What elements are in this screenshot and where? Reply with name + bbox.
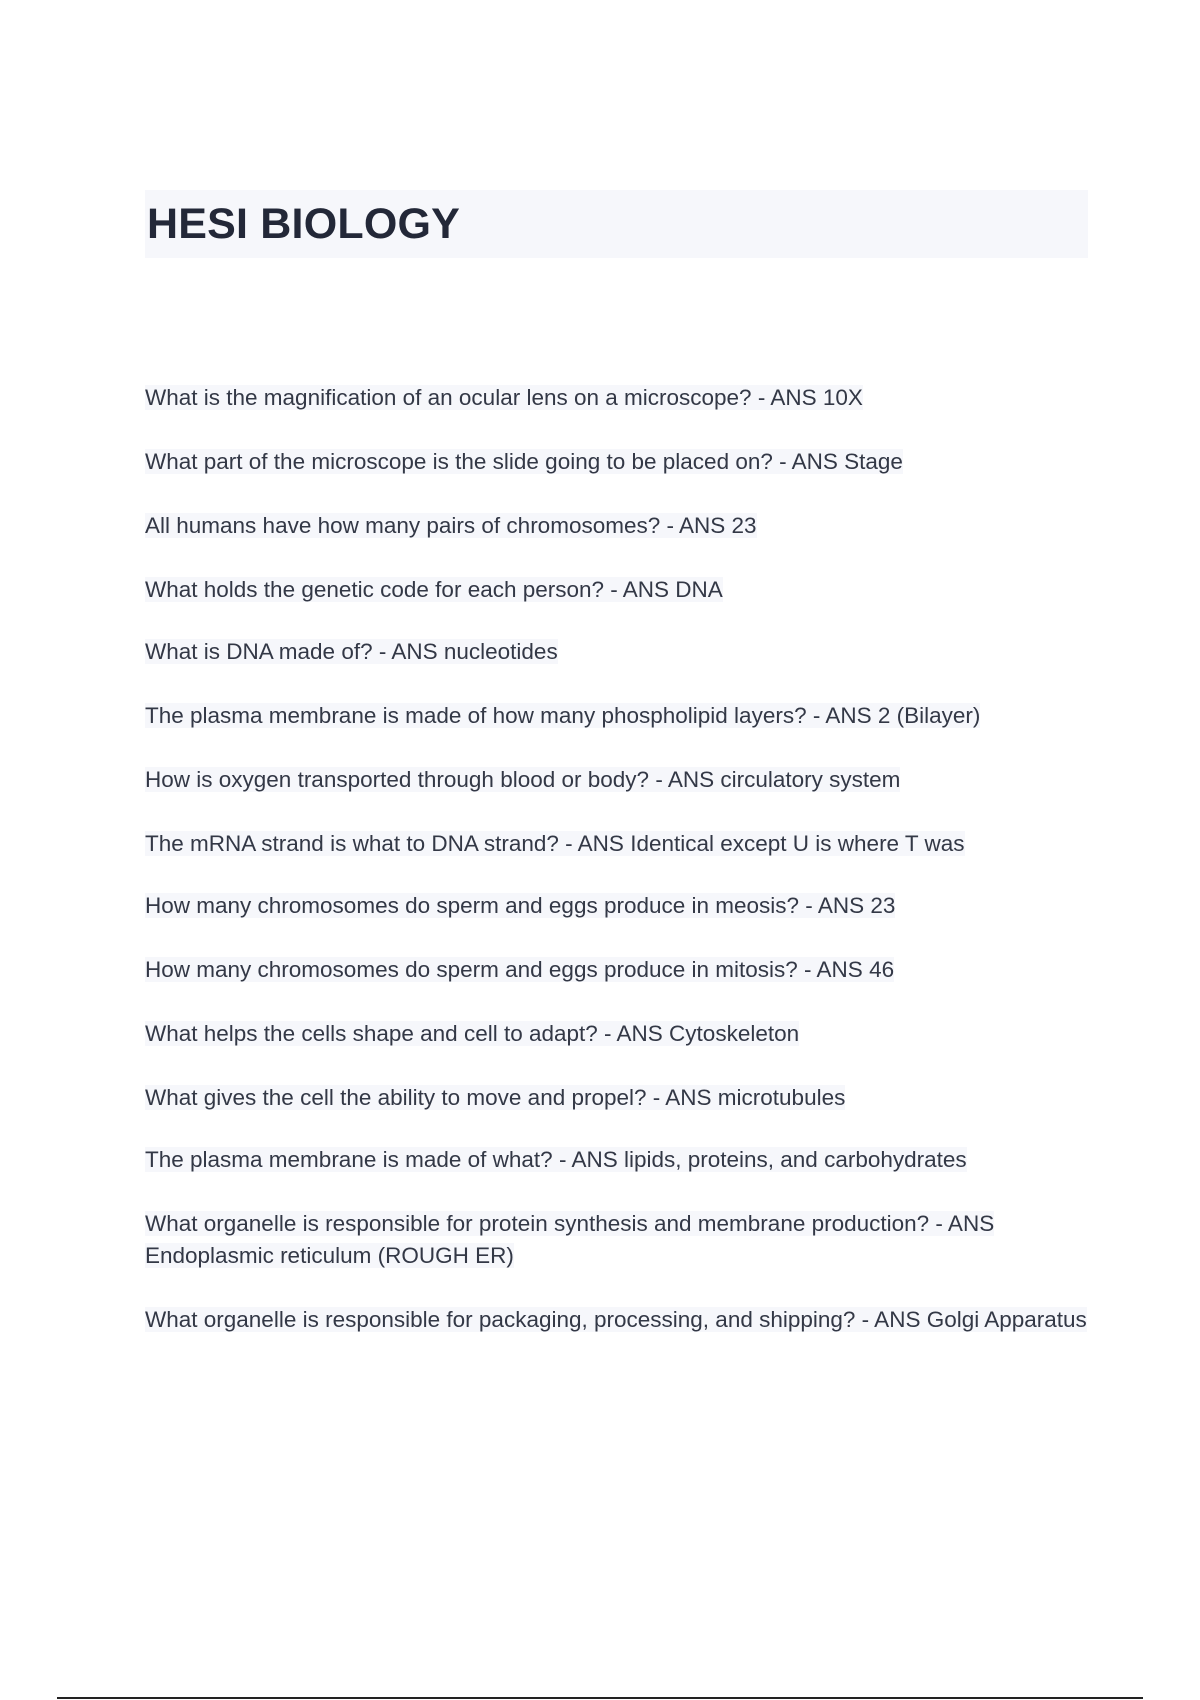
qa-item (145, 954, 1090, 986)
qa-item (145, 510, 1090, 542)
title-band (145, 190, 1088, 258)
qa-item (145, 1144, 1090, 1176)
qa-text: How is oxygen transported through blood or body? - ANS circulatory system (145, 767, 901, 792)
qa-text: What helps the cells shape and cell to adapt? - ANS Cytoskeleton (145, 1021, 800, 1046)
qa-text: What is DNA made of? - ANS nucleotides (145, 639, 558, 664)
qa-text: What gives the cell the ability to move and propel? - ANS microtubules (145, 1085, 846, 1110)
qa-text: The plasma membrane is made of how many phospholipid layers? - ANS 2 (Bilayer) (145, 703, 981, 728)
qa-text: All humans have how many pairs of chromosomes? - ANS 23 (145, 513, 757, 538)
qa-text: The mRNA strand is what to DNA strand? - ANS Identical except U is where T was (145, 831, 965, 856)
qa-text: What organelle is responsible for protein synthesis and membrane production? - ANS Endoplasmic reticulum (ROUGH ER) (145, 1211, 995, 1268)
qa-text: How many chromosomes do sperm and eggs produce in mitosis? - ANS 46 (145, 957, 895, 982)
qa-text: What holds the genetic code for each person? - ANS DNA (145, 577, 723, 602)
qa-item (145, 890, 1090, 922)
qa-item (145, 828, 1090, 860)
document-title: HESI BIOLOGY (147, 199, 460, 248)
qa-item (145, 764, 1090, 796)
qa-item (145, 1018, 1090, 1050)
qa-item (145, 574, 1090, 606)
qa-text: What is the magnification of an ocular lens on a microscope? - ANS 10X (145, 385, 863, 410)
qa-list (145, 382, 1090, 1336)
qa-item (145, 446, 1090, 478)
footer-rule (57, 1697, 1143, 1699)
qa-item (145, 1208, 1090, 1272)
qa-text: What part of the microscope is the slide going to be placed on? - ANS Stage (145, 449, 903, 474)
qa-text: The plasma membrane is made of what? - ANS lipids, proteins, and carbohydrates (145, 1147, 967, 1172)
qa-item (145, 1082, 1090, 1114)
qa-item (145, 1304, 1090, 1336)
qa-item (145, 636, 1090, 668)
qa-item (145, 700, 1090, 732)
qa-text: How many chromosomes do sperm and eggs produce in meosis? - ANS 23 (145, 893, 896, 918)
qa-item (145, 382, 1090, 414)
qa-text: What organelle is responsible for packaging, processing, and shipping? - ANS Golgi Apparatus (145, 1307, 1087, 1332)
